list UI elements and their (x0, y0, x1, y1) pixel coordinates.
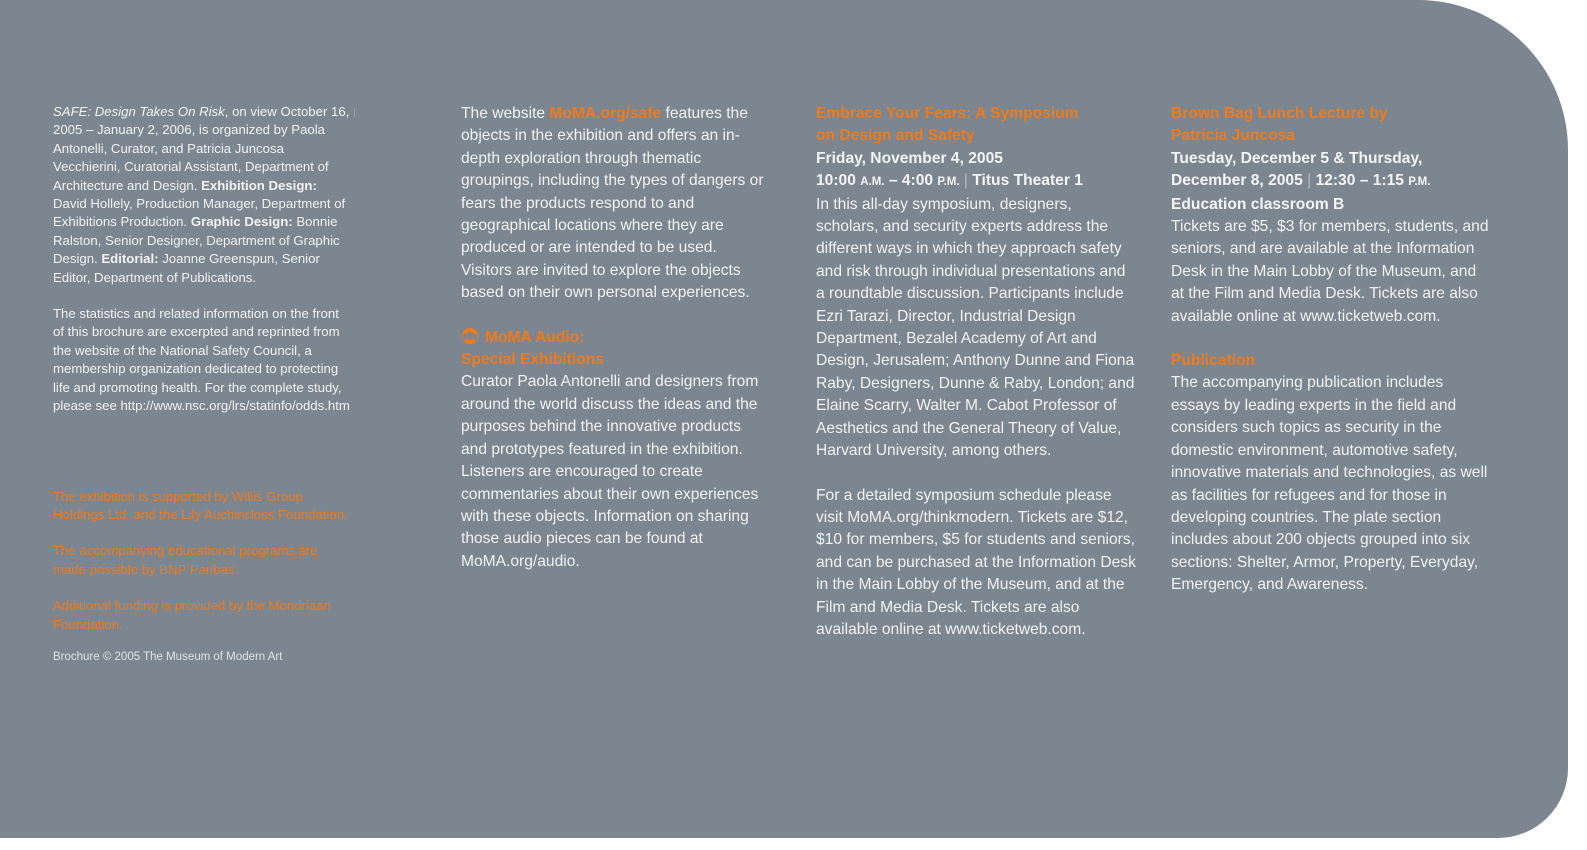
symposium-description: In this all-day symposium, designers, scholars, and security experts address the different ways in which they approach safety and risk through individual presentations and a roundtable discussion. Participants include Ezri Tarazi, Director, Industrial Design Department, Bezalel Academy of Art and Design, Jerusalem; Anthony Dunne and Fiona Raby, Designers, Dunne & Raby, London; and Elaine Scarry, Walter M. Cabot Professor of Aesthetics and the General Theory of Value, Harvard University, among others. (816, 195, 1135, 460)
exhibition-design-text: David Hollely, Production Manager, Department of Exhibitions Production. (53, 196, 346, 230)
lecture-time: 12:30 – 1:15 (1315, 172, 1409, 190)
statistics-note: The statistics and related information on the front of this brochure are excerpted and reprinted from the website of the National Safety Council, a membership organization dedicated to protecting life and promoting health. For the complete study, please see http://www.nsc.org/lrs/statinfo/odds.htm (53, 306, 350, 414)
copyright: Brochure © 2005 The Museum of Modern Art (53, 650, 283, 663)
graphic-design-label: Graphic Design: (190, 214, 293, 230)
publication-description: The accompanying publication includes essays by leading experts in the field and considers such topics as security in the domestic environment, automotive safety, innovative materials and technologies, as well as facilities for refugees and for those in developing countries. The plate section includes about 200 objects grouped into six sections: Shelter, Armor, Property, Everyday, Emergency, and Awareness. (1171, 374, 1488, 594)
lecture-heading (1171, 103, 1491, 148)
editorial-text: Joanne Greenspun, Senior Editor, Department of Publications. (53, 251, 320, 285)
separator: | (1302, 172, 1316, 190)
time-start: 10:00 (816, 172, 861, 190)
time-end: – 4:00 (884, 172, 938, 190)
symposium-heading-line-2: on Design and Safety (816, 127, 975, 145)
symposium-schedule: For a detailed symposium schedule please visit MoMA.org/thinkmodern. Tickets are $12, $10 for members, $5 for students and seniors, and can be purchased at the Information Desk in the Main Lobby of the Museum, and at the Film and Media Desk. Tickets are also available online at www.ticketweb.com. (816, 486, 1136, 638)
graphic-design-text: Bonnie Ralston, Senior Designer, Department of Graphic Design. (53, 214, 340, 267)
symposium-date: Friday, November 4, 2005 (816, 149, 1003, 167)
support-note-2: The accompanying educational programs are made possible by BNP Paribas. (53, 543, 318, 577)
pm-label: P.M. (937, 176, 960, 189)
lecture-tickets: Tickets are $5, $3 for members, students, and seniors, and are available at the Information Desk in the Main Lobby of the Museum, and at the Film and Media Desk. Tickets are also available online at www.ticketweb.com. (1171, 218, 1489, 325)
lecture-room: Education classroom B (1171, 195, 1345, 213)
website-link[interactable]: MoMA.org/safe (549, 105, 662, 122)
website-paragraph (461, 103, 771, 305)
credits-column (53, 103, 353, 666)
website-column (461, 103, 771, 573)
symposium-heading-line-1: Embrace Your Fears: A Symposium (816, 105, 1079, 122)
exhibition-credits (53, 103, 353, 287)
support-note-3: Additional funding is provided by the Mondriaan Foundation. (53, 598, 331, 632)
exhibition-design-label: Exhibition Design: (201, 177, 317, 193)
exhibition-title: SAFE: Design Takes On Risk (53, 104, 225, 119)
lecture-heading-line-1: Brown Bag Lunch Lecture by (1171, 105, 1388, 122)
credits-intro: , on view October 16, 2005 – January 2, 2006, is organized by Paola Antonelli, Curator, and Patricia Juncosa Vecchierini, Curatorial Assistant, Department of Architecture and Design. (53, 104, 350, 193)
lecture-date-2: December 8, 2005 (1171, 172, 1303, 190)
symposium-column (816, 103, 1136, 641)
pm-label: P.M. (1408, 176, 1431, 189)
separator: | (959, 172, 973, 190)
lecture-column (1171, 103, 1491, 597)
lecture-date-line-2 (1171, 170, 1491, 193)
audio-heading-line-2: Special Exhibitions (461, 351, 604, 369)
audio-description: Curator Paola Antonelli and designers from around the world discuss the ideas and the purposes behind the innovative products and prototypes featured in the exhibition. Listeners are encouraged to create commentaries about their own experiences with these objects. Information on sharing those audio pieces can be found at MoMA.org/audio. (461, 373, 759, 570)
publication-heading: Publication (1171, 352, 1256, 370)
lecture-heading-line-2: Patricia Juncosa (1171, 127, 1295, 145)
support-note-1: The exhibition is supported by Willis Group Holdings Ltd. and the Lily Auchincloss Foundation. (53, 488, 348, 522)
headphones-icon (461, 327, 479, 345)
website-post: features the objects in the exhibition and offers an in-depth exploration through thematic groupings, including the types of dangers or fears the products respond to and geographical locations where they are produced or are intended to be used. Visitors are invited to explore the objects based on their own personal experiences. (461, 105, 764, 302)
audio-heading (461, 327, 771, 372)
audio-section (461, 327, 771, 573)
fold-mark (354, 108, 360, 117)
venue: Titus Theater 1 (972, 172, 1083, 190)
audio-heading-line-1: MoMA Audio: (485, 328, 585, 346)
lecture-date-line-1: Tuesday, December 5 & Thursday, (1171, 149, 1423, 167)
editorial-label: Editorial: (101, 251, 159, 267)
symposium-heading (816, 103, 1136, 148)
am-label: A.M. (860, 176, 885, 189)
website-pre: The website (461, 105, 550, 122)
symposium-time-venue (816, 170, 1136, 193)
